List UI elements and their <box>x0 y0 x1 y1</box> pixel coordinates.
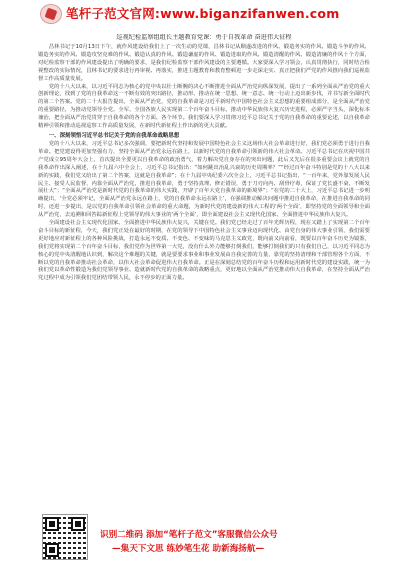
body-paragraph: 昌林书记于10月13日下午，就作风建设给我们上了一次生动的党课，昌林书记从顺遂改进的作风、锻造务实的作风、锻造斗争的作风、锻造务实的作风、锻造攻坚克难的作风、锻造认真的作风、锻造谦虚的作风、锻造进取的作风、锻造清醒的作风、锻造清廉的作风十个方面，对纪检监察干部的作风建设提出了明确的要求，是我们纪检监察干部作风建设的主要遵循。大家要深入学习领会，认真贯彻执行，同时结合检视整改的实际情况，昌林书记的要求进行再审视、再落实，推进主题教育和教育整顿进一步走深走实、真正把我们严党的作风推向我们巡视监督工作高质量发展。 <box>38 44 370 82</box>
paragraph-container <box>38 44 370 283</box>
body-paragraph: 全面建设社会主义现代化国家、全面推进中华民族伟大复兴，关键在党。我们党已经走过了百年光辉历程，现在又踏上了实现第二个百年奋斗目标的新征程，今天，我们党正处在最好的时期，在党的领导下中国特色社会主义事业迈向现代化、由党自身的伟大事业引领，我们需要更好地应对新征程上的各种风险挑战，打造永远不变质、不变色、不变味的马克思主义政党，既向前又向前看，既要以百年奋斗历史为镜鉴，我们党将实现第二个百年奋斗目标，我们党作为世界第一大党，没有什么外力能够打倒我们，能够打倒我们的只有我们自己，以习近平同志为核心的党中央清醒地认识到，解决这个难题的关键，就是要要求事业和事业发展由自我完善的力量，靠党的坚持清理和干部管理各个方面，不断以党的自我革命推动社会革命，以伟大社会革命促进伟大自我革命。正是在深刻总结党的百年奋斗历程和运用新时代党的建设实践，统一为我们党以革命性锻造为我们党领导事业、造就新时代党的自我革命的战略重点，更好地以全面从严治党推动伟大自我革命，在坚持全面从严治党过程中成为引领我们党团结带领人民，永不停步的正面力量。 <box>38 220 370 282</box>
site-banner <box>40 2 370 28</box>
document-title: 巡视纪检监察组组长主题教育党课：勇于自我革命 奋进伟大征程 <box>116 34 292 41</box>
body-paragraph: 党的十八大以来，以习近平同志为核心的党中央以壮士断腕的决心不断推进全面从严治党向纵深发展，提出了一系列全面从严治党的重大创新理论，找到了党的自我革命这一不断有效的突出路径，推动形、推动在统一思想、统一意志、统一行动上迈出新步伐，并书写新全面时代的第二个答案。党的二十大报告提出，全面从严治党，党的自我革命是习近平新时代中国特色社会主义思想的重要组成部分，是全面从严治党的重要路径，为推动党领导全党、全军、全国各族人民实现第二个百年奋斗目标，推动中华民族伟大复兴历史进程，必须严字当头，深化标本兼治，把全面从严治党贯穿于自我革命的各个方面、各个环节。我们要深入学习贯彻习近平总书记关于党的自我革命的重要论述，以自我革命精神引领和推动巡视巡察工作高质量发展，在新时代新征程上作出新的更大贡献。 <box>38 83 370 130</box>
body-paragraph: 党的十八大以来，习近平总书记多次强调，要把新时代坚持和发展中国特色社会主义这场伟大社会革命进行好，我们党必须勇于进行自我革命。把党建设得更加坚强有力，坚持全面从严治党永远在路上，以新时代党的自我革命引领新的伟大社会革命。习近平总书记在庆祝中国共产党成立95周年大会上，首次提出全要更以自我革命的政治勇气，着力解决党自身存在的突出问题，此后又先后在很多重要会议上就党的自我革命作出深入阐述，在十九届六中全会上，习近平总书记指出：“如何跳出治乱兴衰的历史周期率？”“经过百年奋斗特别是党的十八大以来新的实践，我们党又给出了第二个答案，这就是自我革命”；在十九届中央纪委六次全会上，习近平总书记指出，“一百年来，党外靠发展人民民主、接受人民监督，内靠全面从严治党、推进自我革命，勇于坚持真理、修正错误，勇于刀刃向内、刮骨疗毒，保证了党长盛不衰、不断发展壮大”；“全面从严治党是新时代党的自我革命的伟大实践，开辟了百年大党自我革命的新境界”；“在党的二十大上，习近平总书记进一步明确提出，‘全党必须牢记，全面从严治党永远在路上，党的自我革命永远在路上’，在强调推动解决问题中推进自我革命，在推进自我革命的同时，还进一步提出，是以党的自我革命引领社会革命的重大命题，为新时代党的建设新的伟大工程的‘两个全面’，即坚持党的全面领导和全面从严治党，去追溯和回答踪新征程上党领导的伟大事业的‘两个全面’，即全面建设社会主义现代化国家、全面推进中华民族伟大复兴。 <box>38 140 370 219</box>
site-banner-text[interactable]: 笔杆子范文官网:www.biganzifanwen.com <box>66 6 340 21</box>
qr-code-icon[interactable] <box>42 514 88 560</box>
footer-promo-line2: —集天下文思 练妙笔生花 助新海扬航— <box>112 544 265 554</box>
brand-logo-icon <box>40 4 62 24</box>
document-body <box>38 34 370 504</box>
footer-promo <box>42 514 368 572</box>
footer-promo-line1: 识别二维码 添加“笔杆子范文”客服微信公众号 <box>100 530 278 540</box>
section-heading: 一、深刻领悟习近平总书记关于党的自我革命战略思想 <box>48 132 180 139</box>
